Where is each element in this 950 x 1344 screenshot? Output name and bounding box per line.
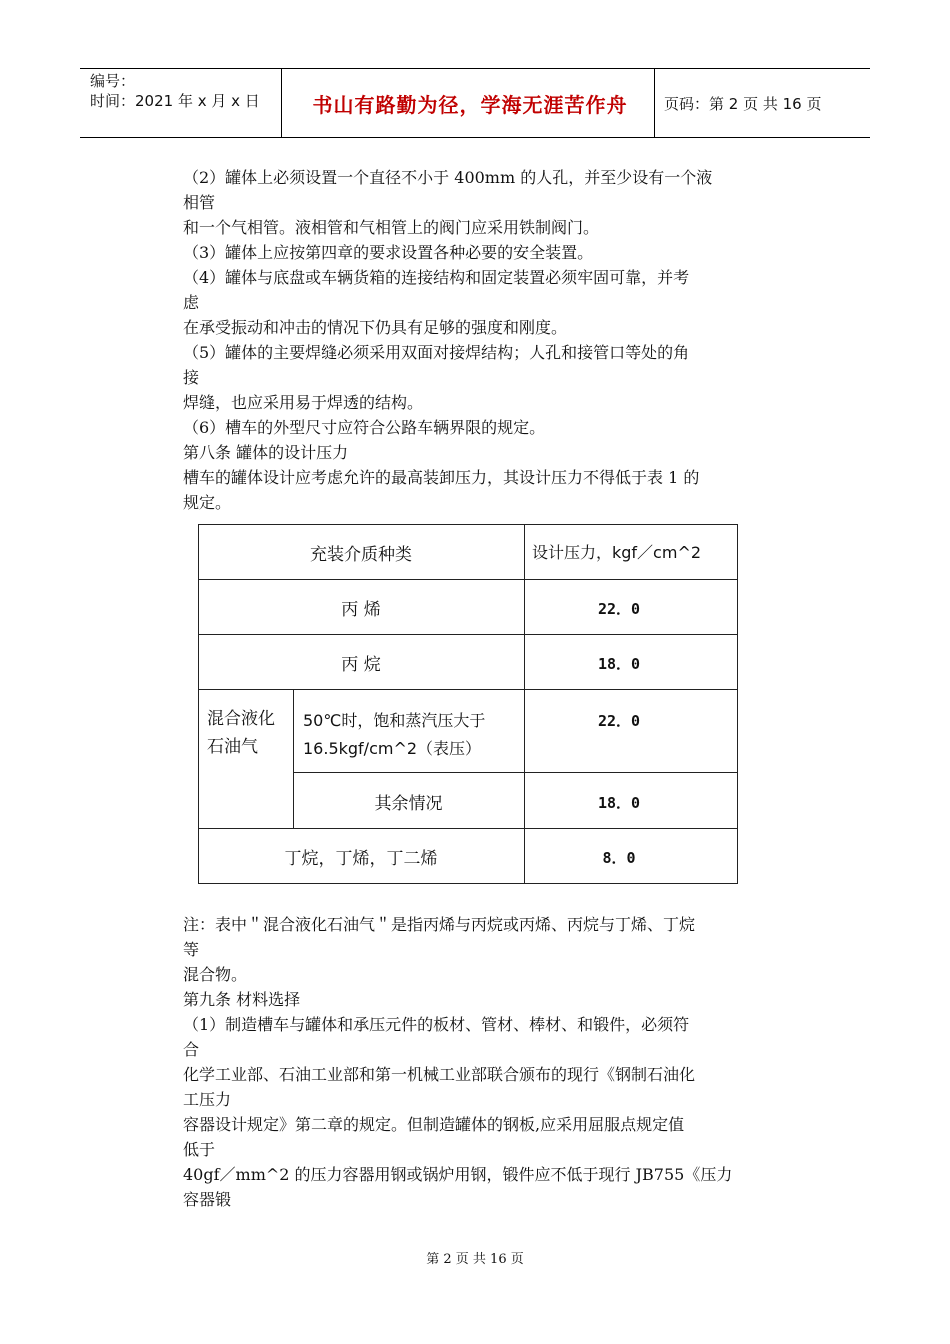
body-text-bottom: [183, 912, 803, 1212]
text-line: 焊缝，也应采用易于焊透的结构。: [183, 393, 424, 412]
mixed-lpg-label-line: 石油气: [207, 737, 258, 757]
text-line: （2）罐体上必须设置一个直径不小于 400mm 的人孔，并至少设有一个液: [183, 168, 713, 187]
section-heading: 第九条 材料选择: [183, 990, 301, 1009]
condition-line: 16.5kgf/cm^2（表压）: [303, 739, 482, 758]
time-label: 时间：2021 年 x 月 x 日: [90, 92, 260, 110]
text-line: （4）罐体与底盘或车辆货箱的连接结构和固定装置必须牢固可靠，并考: [183, 268, 690, 287]
row-medium: 丙 烷: [341, 655, 381, 675]
table-rule: [198, 883, 738, 884]
note-line: 等: [183, 940, 200, 959]
mixed-lpg-label: [207, 705, 275, 761]
row-pressure: 18．0: [597, 655, 641, 673]
mixed-lpg-label-line: 混合液化: [207, 709, 275, 729]
table-rule: [198, 524, 199, 884]
text-line: 容器锻: [183, 1190, 232, 1209]
table-rule: [198, 634, 738, 635]
text-line: 在承受振动和冲击的情况下仍具有足够的强度和刚度。: [183, 318, 568, 337]
text-line: 容器设计规定》第二章的规定。但制造罐体的钢板,应采用屈服点规定值: [183, 1115, 685, 1134]
table-rule: [293, 772, 738, 773]
table-rule: [198, 524, 738, 525]
note-line: 注：表中＂混合液化石油气＂是指丙烯与丙烷或丙烯、丙烷与丁烯、丁烷: [183, 915, 696, 934]
row-pressure: 22．0: [597, 712, 641, 730]
header-motto: 书山有路勤为径，学海无涯苦作舟: [312, 92, 628, 117]
text-line: （3）罐体上应按第四章的要求设置各种必要的安全装置。: [183, 243, 594, 262]
condition-line: 50℃时，饱和蒸汽压大于: [303, 711, 486, 730]
page-header: [80, 68, 870, 138]
table-rule: [737, 524, 738, 884]
text-line: 工压力: [183, 1090, 232, 1109]
text-line: 化学工业部、石油工业部和第一机械工业部联合颁布的现行《钢制石油化: [183, 1065, 696, 1084]
row-condition: [303, 707, 485, 763]
table-rule: [198, 689, 738, 690]
text-line: 接: [183, 368, 200, 387]
col-header-pressure: 设计压力，kgf／cm^2: [532, 543, 702, 562]
col-header-medium: 充装介质种类: [310, 545, 412, 565]
row-condition: 其余情况: [374, 794, 443, 814]
header-page-info: 页码：第 2 页 共 16 页: [664, 95, 822, 113]
text-line: 合: [183, 1040, 200, 1059]
text-line: 和一个气相管。液相管和气相管上的阀门应采用铁制阀门。: [183, 218, 600, 237]
row-pressure: 18．0: [597, 794, 641, 812]
note-line: 混合物。: [183, 965, 248, 984]
text-line: 低于: [183, 1140, 216, 1159]
page-footer: 第 2 页 共 16 页: [426, 1252, 524, 1267]
text-line: 相管: [183, 193, 216, 212]
text-line: 规定。: [183, 493, 232, 512]
table-rule: [524, 524, 525, 884]
text-line: 虑: [183, 293, 200, 312]
row-medium: 丙 烯: [341, 600, 381, 620]
row-pressure: 8．0: [602, 849, 636, 867]
text-line: （5）罐体的主要焊缝必须采用双面对接焊结构；人孔和接管口等处的角: [183, 343, 690, 362]
text-line: （1）制造槽车与罐体和承压元件的板材、管材、棒材、和锻件，必须符: [183, 1015, 690, 1034]
section-heading: 第八条 罐体的设计压力: [183, 443, 349, 462]
body-text-top: [183, 165, 803, 515]
text-line: 槽车的罐体设计应考虑允许的最高装卸压力，其设计压力不得低于表 1 的: [183, 468, 700, 487]
table-rule: [198, 828, 738, 829]
table-rule: [198, 579, 738, 580]
text-line: （6）槽车的外型尺寸应符合公路车辆界限的规定。: [183, 418, 546, 437]
pressure-table: [198, 524, 738, 884]
header-meta: [90, 71, 280, 111]
number-label: 编号：: [90, 72, 136, 90]
header-divider: [281, 69, 282, 137]
header-divider: [654, 69, 655, 137]
row-pressure: 22．0: [597, 600, 641, 618]
text-line: 40gf／mm^2 的压力容器用钢或锅炉用钢，锻件应不低于现行 JB755《压力: [183, 1165, 733, 1184]
row-medium: 丁烷，丁烯，丁二烯: [284, 849, 438, 869]
